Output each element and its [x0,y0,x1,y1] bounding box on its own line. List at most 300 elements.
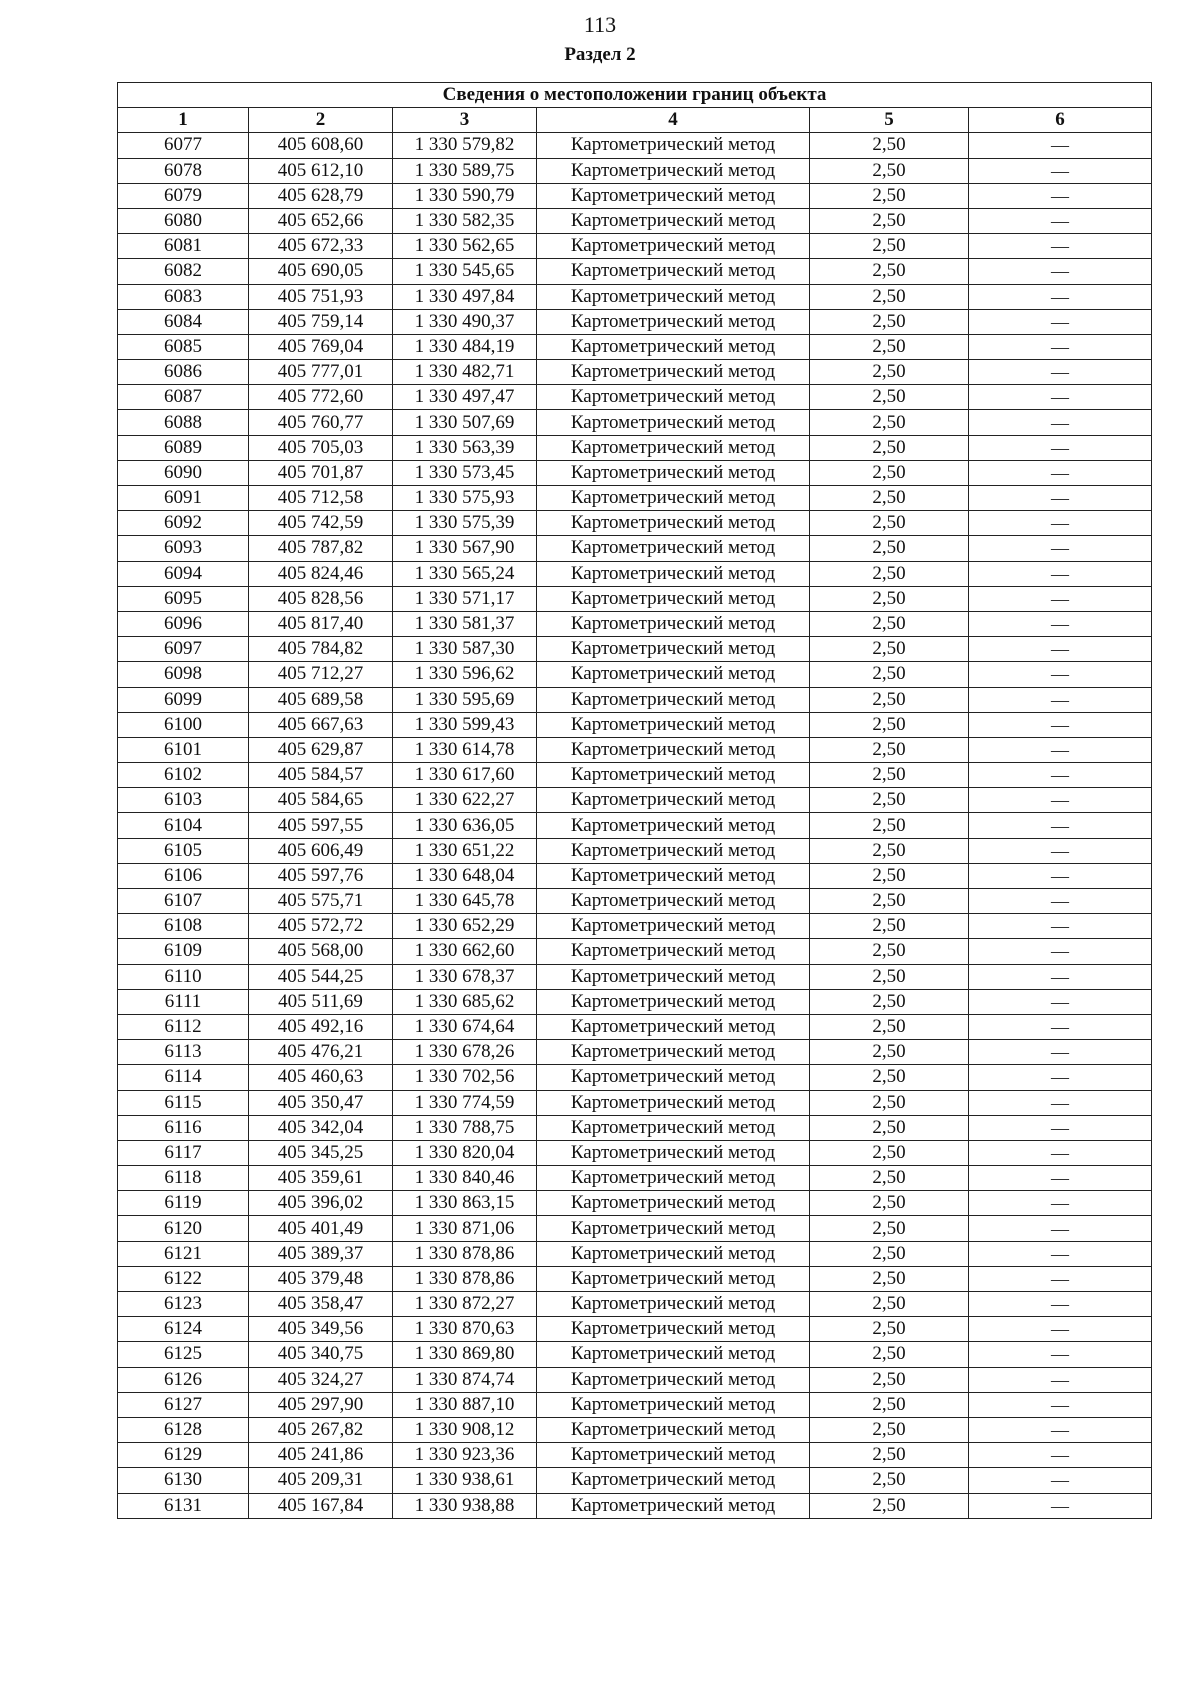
y-coordinate-cell: 1 330 589,75 [393,158,537,183]
point-number-cell: 6124 [118,1317,249,1342]
method-cell: Картометрический метод [537,511,810,536]
method-cell: Картометрический метод [537,737,810,762]
table-row [118,662,1152,687]
method-cell: Картометрический метод [537,385,810,410]
x-coordinate-cell: 405 511,69 [249,989,393,1014]
method-cell: Картометрический метод [537,284,810,309]
x-coordinate-cell: 405 701,87 [249,460,393,485]
note-cell: — [969,1065,1152,1090]
point-number-cell: 6078 [118,158,249,183]
point-number-cell: 6127 [118,1392,249,1417]
method-cell: Картометрический метод [537,1392,810,1417]
point-number-cell: 6130 [118,1468,249,1493]
accuracy-cell: 2,50 [810,208,969,233]
accuracy-cell: 2,50 [810,1443,969,1468]
y-coordinate-cell: 1 330 497,47 [393,385,537,410]
y-coordinate-cell: 1 330 678,26 [393,1040,537,1065]
y-coordinate-cell: 1 330 622,27 [393,788,537,813]
method-cell: Картометрический метод [537,158,810,183]
accuracy-cell: 2,50 [810,914,969,939]
method-cell: Картометрический метод [537,1443,810,1468]
method-cell: Картометрический метод [537,712,810,737]
y-coordinate-cell: 1 330 878,86 [393,1266,537,1291]
accuracy-cell: 2,50 [810,1367,969,1392]
method-cell: Картометрический метод [537,989,810,1014]
x-coordinate-cell: 405 689,58 [249,687,393,712]
y-coordinate-cell: 1 330 874,74 [393,1367,537,1392]
method-cell: Картометрический метод [537,1468,810,1493]
method-cell: Картометрический метод [537,889,810,914]
x-coordinate-cell: 405 597,55 [249,813,393,838]
note-cell: — [969,259,1152,284]
point-number-cell: 6102 [118,763,249,788]
method-cell: Картометрический метод [537,259,810,284]
method-cell: Картометрический метод [537,234,810,259]
y-coordinate-cell: 1 330 587,30 [393,637,537,662]
y-coordinate-cell: 1 330 872,27 [393,1292,537,1317]
y-coordinate-cell: 1 330 617,60 [393,763,537,788]
method-cell: Картометрический метод [537,208,810,233]
note-cell: — [969,460,1152,485]
table-row [118,1292,1152,1317]
y-coordinate-cell: 1 330 596,62 [393,662,537,687]
accuracy-cell: 2,50 [810,1191,969,1216]
table-row [118,611,1152,636]
table-row [118,158,1152,183]
table-row [118,1191,1152,1216]
point-number-cell: 6129 [118,1443,249,1468]
table-row [118,334,1152,359]
x-coordinate-cell: 405 297,90 [249,1392,393,1417]
accuracy-cell: 2,50 [810,183,969,208]
method-cell: Картометрический метод [537,561,810,586]
point-number-cell: 6088 [118,410,249,435]
note-cell: — [969,334,1152,359]
accuracy-cell: 2,50 [810,687,969,712]
x-coordinate-cell: 405 568,00 [249,939,393,964]
x-coordinate-cell: 405 340,75 [249,1342,393,1367]
table-row [118,813,1152,838]
point-number-cell: 6080 [118,208,249,233]
table-row [118,1140,1152,1165]
point-number-cell: 6083 [118,284,249,309]
accuracy-cell: 2,50 [810,1468,969,1493]
x-coordinate-cell: 405 787,82 [249,536,393,561]
accuracy-cell: 2,50 [810,561,969,586]
point-number-cell: 6122 [118,1266,249,1291]
note-cell: — [969,158,1152,183]
x-coordinate-cell: 405 476,21 [249,1040,393,1065]
x-coordinate-cell: 405 742,59 [249,511,393,536]
table-caption-row [118,83,1152,108]
method-cell: Картометрический метод [537,1367,810,1392]
x-coordinate-cell: 405 612,10 [249,158,393,183]
note-cell: — [969,435,1152,460]
y-coordinate-cell: 1 330 562,65 [393,234,537,259]
y-coordinate-cell: 1 330 869,80 [393,1342,537,1367]
table-row [118,1266,1152,1291]
x-coordinate-cell: 405 460,63 [249,1065,393,1090]
note-cell: — [969,687,1152,712]
x-coordinate-cell: 405 349,56 [249,1317,393,1342]
note-cell: — [969,838,1152,863]
point-number-cell: 6128 [118,1417,249,1442]
point-number-cell: 6079 [118,183,249,208]
point-number-cell: 6104 [118,813,249,838]
note-cell: — [969,284,1152,309]
method-cell: Картометрический метод [537,914,810,939]
accuracy-cell: 2,50 [810,511,969,536]
note-cell: — [969,536,1152,561]
table-row [118,889,1152,914]
point-number-cell: 6123 [118,1292,249,1317]
x-coordinate-cell: 405 544,25 [249,964,393,989]
note-cell: — [969,1090,1152,1115]
note-cell: — [969,813,1152,838]
accuracy-cell: 2,50 [810,1090,969,1115]
method-cell: Картометрический метод [537,1166,810,1191]
point-number-cell: 6086 [118,360,249,385]
x-coordinate-cell: 405 401,49 [249,1216,393,1241]
note-cell: — [969,208,1152,233]
note-cell: — [969,1166,1152,1191]
y-coordinate-cell: 1 330 908,12 [393,1417,537,1442]
x-coordinate-cell: 405 572,72 [249,914,393,939]
method-cell: Картометрический метод [537,183,810,208]
table-row [118,1166,1152,1191]
x-coordinate-cell: 405 584,57 [249,763,393,788]
accuracy-cell: 2,50 [810,838,969,863]
accuracy-cell: 2,50 [810,536,969,561]
method-cell: Картометрический метод [537,1065,810,1090]
table-row [118,284,1152,309]
point-number-cell: 6077 [118,133,249,158]
note-cell: — [969,1191,1152,1216]
column-header: 3 [393,108,537,133]
accuracy-cell: 2,50 [810,1342,969,1367]
table-row [118,687,1152,712]
point-number-cell: 6095 [118,586,249,611]
accuracy-cell: 2,50 [810,637,969,662]
accuracy-cell: 2,50 [810,763,969,788]
table-row [118,1342,1152,1367]
note-cell: — [969,1040,1152,1065]
y-coordinate-cell: 1 330 652,29 [393,914,537,939]
x-coordinate-cell: 405 824,46 [249,561,393,586]
accuracy-cell: 2,50 [810,1392,969,1417]
accuracy-cell: 2,50 [810,1166,969,1191]
point-number-cell: 6090 [118,460,249,485]
point-number-cell: 6099 [118,687,249,712]
x-coordinate-cell: 405 389,37 [249,1241,393,1266]
point-number-cell: 6125 [118,1342,249,1367]
x-coordinate-cell: 405 396,02 [249,1191,393,1216]
accuracy-cell: 2,50 [810,486,969,511]
note-cell: — [969,486,1152,511]
y-coordinate-cell: 1 330 590,79 [393,183,537,208]
accuracy-cell: 2,50 [810,284,969,309]
note-cell: — [969,1317,1152,1342]
x-coordinate-cell: 405 358,47 [249,1292,393,1317]
table-row [118,133,1152,158]
note-cell: — [969,637,1152,662]
accuracy-cell: 2,50 [810,863,969,888]
table-header-row [118,108,1152,133]
method-cell: Картометрический метод [537,1417,810,1442]
method-cell: Картометрический метод [537,687,810,712]
accuracy-cell: 2,50 [810,1140,969,1165]
point-number-cell: 6131 [118,1493,249,1518]
x-coordinate-cell: 405 705,03 [249,435,393,460]
y-coordinate-cell: 1 330 685,62 [393,989,537,1014]
method-cell: Картометрический метод [537,1317,810,1342]
column-header: 5 [810,108,969,133]
accuracy-cell: 2,50 [810,1040,969,1065]
method-cell: Картометрический метод [537,788,810,813]
note-cell: — [969,410,1152,435]
method-cell: Картометрический метод [537,763,810,788]
table-row [118,1392,1152,1417]
method-cell: Картометрический метод [537,1090,810,1115]
accuracy-cell: 2,50 [810,662,969,687]
accuracy-cell: 2,50 [810,586,969,611]
y-coordinate-cell: 1 330 581,37 [393,611,537,636]
x-coordinate-cell: 405 324,27 [249,1367,393,1392]
note-cell: — [969,1292,1152,1317]
accuracy-cell: 2,50 [810,334,969,359]
note-cell: — [969,183,1152,208]
page-number: 113 [583,12,617,37]
y-coordinate-cell: 1 330 648,04 [393,863,537,888]
method-cell: Картометрический метод [537,838,810,863]
note-cell: — [969,712,1152,737]
y-coordinate-cell: 1 330 582,35 [393,208,537,233]
y-coordinate-cell: 1 330 579,82 [393,133,537,158]
accuracy-cell: 2,50 [810,1266,969,1291]
point-number-cell: 6093 [118,536,249,561]
method-cell: Картометрический метод [537,863,810,888]
point-number-cell: 6101 [118,737,249,762]
x-coordinate-cell: 405 628,79 [249,183,393,208]
method-cell: Картометрический метод [537,1115,810,1140]
x-coordinate-cell: 405 241,86 [249,1443,393,1468]
y-coordinate-cell: 1 330 575,93 [393,486,537,511]
accuracy-cell: 2,50 [810,309,969,334]
point-number-cell: 6098 [118,662,249,687]
note-cell: — [969,133,1152,158]
method-cell: Картометрический метод [537,133,810,158]
y-coordinate-cell: 1 330 490,37 [393,309,537,334]
point-number-cell: 6112 [118,1014,249,1039]
point-number-cell: 6108 [118,914,249,939]
y-coordinate-cell: 1 330 599,43 [393,712,537,737]
x-coordinate-cell: 405 342,04 [249,1115,393,1140]
y-coordinate-cell: 1 330 887,10 [393,1392,537,1417]
x-coordinate-cell: 405 350,47 [249,1090,393,1115]
table-row [118,1317,1152,1342]
method-cell: Картометрический метод [537,1266,810,1291]
x-coordinate-cell: 405 759,14 [249,309,393,334]
note-cell: — [969,309,1152,334]
method-cell: Картометрический метод [537,1241,810,1266]
method-cell: Картометрический метод [537,536,810,561]
table-row [118,511,1152,536]
y-coordinate-cell: 1 330 651,22 [393,838,537,863]
x-coordinate-cell: 405 575,71 [249,889,393,914]
note-cell: — [969,1392,1152,1417]
method-cell: Картометрический метод [537,611,810,636]
accuracy-cell: 2,50 [810,788,969,813]
y-coordinate-cell: 1 330 567,90 [393,536,537,561]
table-row [118,1090,1152,1115]
point-number-cell: 6121 [118,1241,249,1266]
table-row [118,737,1152,762]
section-title: Раздел 2 [564,44,636,65]
y-coordinate-cell: 1 330 870,63 [393,1317,537,1342]
x-coordinate-cell: 405 379,48 [249,1266,393,1291]
x-coordinate-cell: 405 828,56 [249,586,393,611]
note-cell: — [969,1140,1152,1165]
table-row [118,1216,1152,1241]
accuracy-cell: 2,50 [810,1493,969,1518]
table-row [118,1115,1152,1140]
x-coordinate-cell: 405 345,25 [249,1140,393,1165]
x-coordinate-cell: 405 584,65 [249,788,393,813]
note-cell: — [969,1241,1152,1266]
x-coordinate-cell: 405 359,61 [249,1166,393,1191]
x-coordinate-cell: 405 690,05 [249,259,393,284]
method-cell: Картометрический метод [537,334,810,359]
y-coordinate-cell: 1 330 497,84 [393,284,537,309]
table-row [118,964,1152,989]
column-header: 6 [969,108,1152,133]
table-row [118,410,1152,435]
y-coordinate-cell: 1 330 484,19 [393,334,537,359]
method-cell: Картометрический метод [537,964,810,989]
table-row [118,385,1152,410]
point-number-cell: 6113 [118,1040,249,1065]
accuracy-cell: 2,50 [810,1014,969,1039]
table-row [118,1443,1152,1468]
note-cell: — [969,1342,1152,1367]
y-coordinate-cell: 1 330 662,60 [393,939,537,964]
y-coordinate-cell: 1 330 565,24 [393,561,537,586]
y-coordinate-cell: 1 330 878,86 [393,1241,537,1266]
method-cell: Картометрический метод [537,410,810,435]
table-row [118,309,1152,334]
method-cell: Картометрический метод [537,1191,810,1216]
x-coordinate-cell: 405 209,31 [249,1468,393,1493]
note-cell: — [969,234,1152,259]
x-coordinate-cell: 405 712,58 [249,486,393,511]
table-row [118,939,1152,964]
note-cell: — [969,385,1152,410]
note-cell: — [969,889,1152,914]
x-coordinate-cell: 405 817,40 [249,611,393,636]
y-coordinate-cell: 1 330 938,61 [393,1468,537,1493]
table-row [118,586,1152,611]
note-cell: — [969,1367,1152,1392]
accuracy-cell: 2,50 [810,435,969,460]
note-cell: — [969,914,1152,939]
point-number-cell: 6114 [118,1065,249,1090]
y-coordinate-cell: 1 330 938,88 [393,1493,537,1518]
method-cell: Картометрический метод [537,1292,810,1317]
y-coordinate-cell: 1 330 820,04 [393,1140,537,1165]
method-cell: Картометрический метод [537,1040,810,1065]
accuracy-cell: 2,50 [810,989,969,1014]
method-cell: Картометрический метод [537,1342,810,1367]
table-row [118,486,1152,511]
table-row [118,1417,1152,1442]
table-row [118,460,1152,485]
point-number-cell: 6089 [118,435,249,460]
point-number-cell: 6082 [118,259,249,284]
note-cell: — [969,1443,1152,1468]
y-coordinate-cell: 1 330 702,56 [393,1065,537,1090]
table-row [118,183,1152,208]
note-cell: — [969,1115,1152,1140]
x-coordinate-cell: 405 597,76 [249,863,393,888]
method-cell: Картометрический метод [537,1140,810,1165]
y-coordinate-cell: 1 330 636,05 [393,813,537,838]
point-number-cell: 6105 [118,838,249,863]
x-coordinate-cell: 405 784,82 [249,637,393,662]
x-coordinate-cell: 405 769,04 [249,334,393,359]
y-coordinate-cell: 1 330 614,78 [393,737,537,762]
point-number-cell: 6107 [118,889,249,914]
point-number-cell: 6116 [118,1115,249,1140]
y-coordinate-cell: 1 330 788,75 [393,1115,537,1140]
accuracy-cell: 2,50 [810,939,969,964]
accuracy-cell: 2,50 [810,1417,969,1442]
x-coordinate-cell: 405 672,33 [249,234,393,259]
note-cell: — [969,1493,1152,1518]
note-cell: — [969,964,1152,989]
table-row [118,637,1152,662]
note-cell: — [969,863,1152,888]
note-cell: — [969,788,1152,813]
note-cell: — [969,1468,1152,1493]
point-number-cell: 6117 [118,1140,249,1165]
point-number-cell: 6092 [118,511,249,536]
accuracy-cell: 2,50 [810,1241,969,1266]
x-coordinate-cell: 405 629,87 [249,737,393,762]
accuracy-cell: 2,50 [810,158,969,183]
y-coordinate-cell: 1 330 923,36 [393,1443,537,1468]
table-row [118,788,1152,813]
y-coordinate-cell: 1 330 575,39 [393,511,537,536]
table-row [118,536,1152,561]
point-number-cell: 6096 [118,611,249,636]
method-cell: Картометрический метод [537,460,810,485]
accuracy-cell: 2,50 [810,360,969,385]
point-number-cell: 6120 [118,1216,249,1241]
y-coordinate-cell: 1 330 595,69 [393,687,537,712]
note-cell: — [969,662,1152,687]
note-cell: — [969,989,1152,1014]
x-coordinate-cell: 405 492,16 [249,1014,393,1039]
accuracy-cell: 2,50 [810,964,969,989]
note-cell: — [969,737,1152,762]
table-row [118,435,1152,460]
accuracy-cell: 2,50 [810,1216,969,1241]
note-cell: — [969,586,1152,611]
accuracy-cell: 2,50 [810,1115,969,1140]
point-number-cell: 6100 [118,712,249,737]
table-row [118,360,1152,385]
y-coordinate-cell: 1 330 674,64 [393,1014,537,1039]
